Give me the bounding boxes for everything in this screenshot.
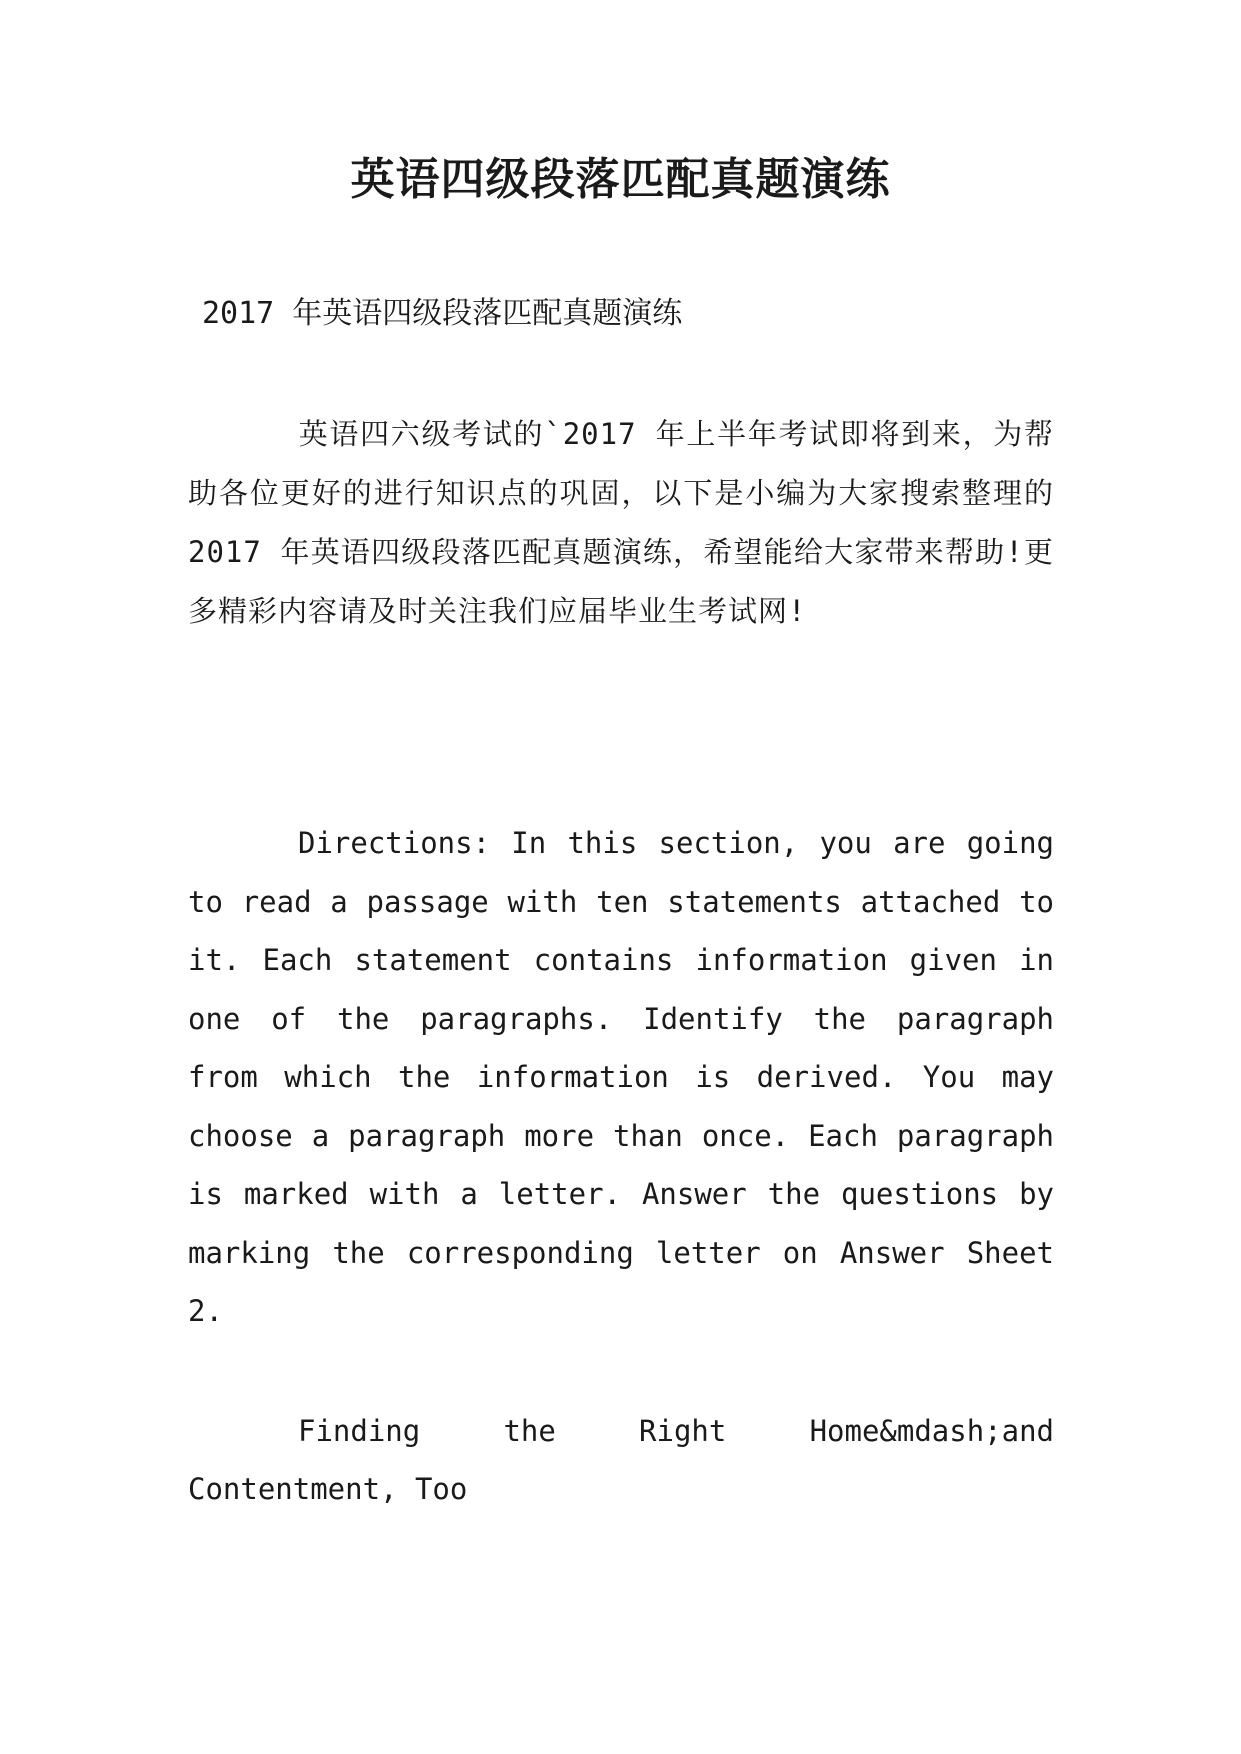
passage-title-text: Finding the Right Home&mdash;and Contentment, Too <box>188 1414 1054 1506</box>
document-subtitle: 2017 年英语四级段落匹配真题演练 <box>202 296 683 331</box>
intro-paragraph <box>188 405 1054 641</box>
intro-paragraph-text: 英语四六级考试的`2017 年上半年考试即将到来，为帮助各位更好的进行知识点的巩固，以下是小编为大家搜索整理的 2017 年英语四级段落匹配真题演练，希望能给大家带来帮助!更多精彩内容请及时关注我们应届毕业生考试网! <box>188 417 1054 628</box>
document-title: 英语四级段落匹配真题演练 <box>350 154 891 205</box>
directions-paragraph-text: Directions: In this section, you are going to read a passage with ten statements attached to it. Each statement contains information given in one of the paragraphs. Identify the paragraph from which the information is derived. You may choose a paragraph more than once. Each paragraph is marked with a letter. Answer the questions by marking the corresponding letter on Answer Sheet 2. <box>188 826 1054 1328</box>
directions-paragraph <box>188 814 1054 1341</box>
passage-title <box>188 1402 1054 1518</box>
